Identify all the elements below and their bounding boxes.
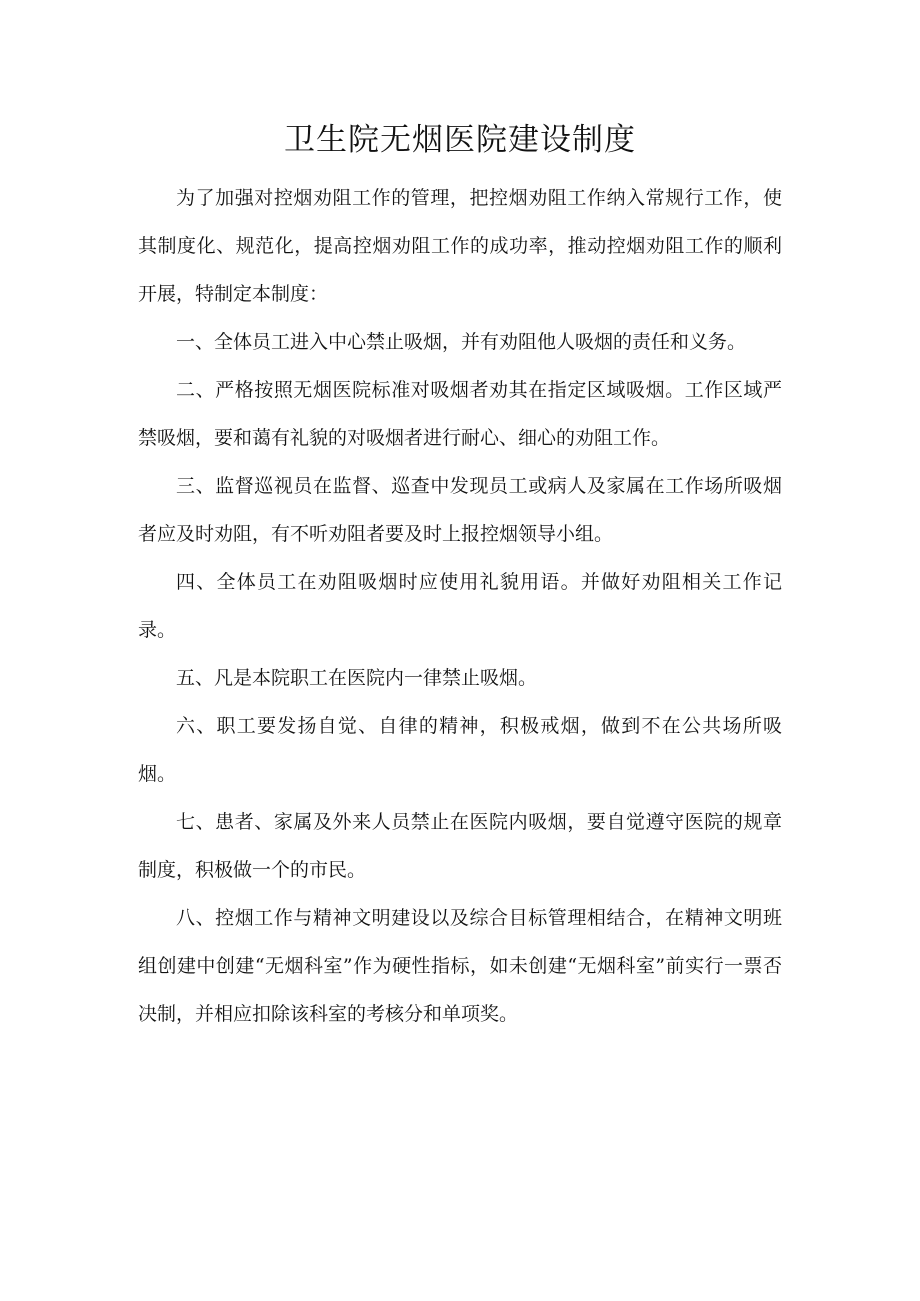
rule-4-paragraph: 四、全体员工在劝阻吸烟时应使用礼貌用语。并做好劝阻相关工作记录。	[138, 571, 782, 641]
document-title: 卫生院无烟医院建设制度	[284, 122, 636, 158]
rule-6-paragraph: 六、职工要发扬自觉、自律的精神，积极戒烟，做到不在公共场所吸烟。	[138, 715, 782, 785]
rule-8-paragraph: 八、控烟工作与精神文明建设以及综合目标管理相结合，在精神文明班组创建中创建“无烟科室”作为硬性指标，如未创建“无烟科室”前实行一票否决制，并相应扣除该科室的考核分和单项奖。	[138, 907, 782, 1025]
rule-7-paragraph: 七、患者、家属及外来人员禁止在医院内吸烟，要自觉遵守医院的规章制度，积极做一个的市民。	[138, 811, 782, 881]
intro-paragraph: 为了加强对控烟劝阻工作的管理，把控烟劝阻工作纳入常规行工作，使其制度化、规范化，提高控烟劝阻工作的成功率，推动控烟劝阻工作的顺利开展，特制定本制度：	[138, 187, 782, 305]
rule-2-paragraph: 二、严格按照无烟医院标准对吸烟者劝其在指定区域吸烟。工作区域严禁吸烟，要和蔼有礼貌的对吸烟者进行耐心、细心的劝阻工作。	[138, 379, 782, 449]
rule-1-paragraph: 一、全体员工进入中心禁止吸烟，并有劝阻他人吸烟的责任和义务。	[176, 331, 747, 353]
rule-3-paragraph: 三、监督巡视员在监督、巡查中发现员工或病人及家属在工作场所吸烟者应及时劝阻，有不听劝阻者要及时上报控烟领导小组。	[138, 475, 782, 545]
rule-5-paragraph: 五、凡是本院职工在医院内一律禁止吸烟。	[176, 667, 538, 689]
